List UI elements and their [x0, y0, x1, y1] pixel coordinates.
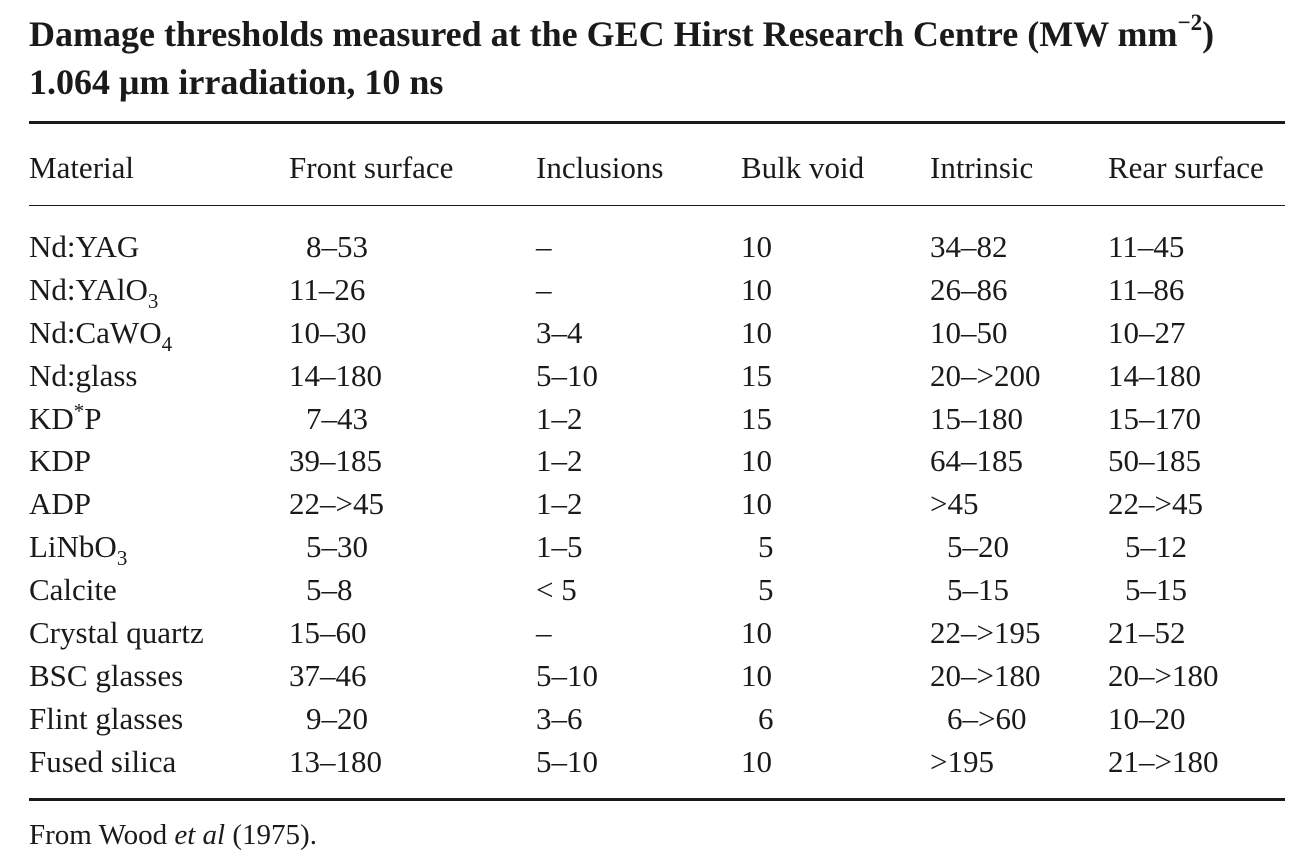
- table-row: [0, 269, 1295, 312]
- cell-bulk-void: 5: [758, 572, 774, 608]
- cell-rear-surface: 15–170: [1108, 400, 1201, 436]
- title-exponent: −2: [1177, 10, 1203, 35]
- header-bulk-void: Bulk void: [741, 150, 865, 185]
- cell-front-surface: 15–60: [289, 615, 367, 651]
- cell-intrinsic: >195: [930, 743, 994, 779]
- cell-rear-surface: 14–180: [1108, 357, 1201, 393]
- source-prefix: From Wood: [29, 819, 175, 851]
- cell-inclusions: 1–2: [536, 443, 583, 479]
- header-front-surface: Front surface: [289, 150, 454, 185]
- cell-material: Crystal quartz: [29, 615, 204, 651]
- title-text: Damage thresholds measured at the GEC Hirst Research Centre (MW mm: [29, 14, 1178, 54]
- cell-front-surface: 13–180: [289, 743, 382, 779]
- cell-material: Nd:glass: [29, 357, 138, 393]
- cell-material: Nd:YAlO$_3$: [29, 271, 159, 313]
- cell-intrinsic: 20–>200: [930, 357, 1041, 393]
- cell-intrinsic: 34–82: [930, 229, 1008, 264]
- cell-bulk-void: 5: [758, 529, 774, 565]
- cell-front-surface: 14–180: [289, 357, 382, 393]
- cell-bulk-void: 10: [741, 229, 772, 264]
- cell-front-surface: 9–20: [306, 700, 368, 736]
- cell-front-surface: 7–43: [306, 400, 368, 436]
- cell-bulk-void: 15: [741, 400, 772, 436]
- cell-rear-surface: 21–>180: [1108, 743, 1219, 779]
- table-row: [0, 226, 1295, 269]
- cell-intrinsic: 26–86: [930, 271, 1008, 307]
- cell-rear-surface: 11–45: [1108, 229, 1185, 264]
- cell-rear-surface: 22–>45: [1108, 486, 1203, 522]
- header-rule: [29, 205, 1285, 206]
- title-close-paren: ): [1202, 14, 1215, 54]
- table-row: [0, 741, 1295, 784]
- cell-material: ADP: [29, 486, 92, 522]
- cell-rear-surface: 10–20: [1108, 700, 1186, 736]
- cell-front-surface: 11–26: [289, 271, 366, 307]
- cell-inclusions: 5–10: [536, 357, 598, 393]
- table-row: [0, 440, 1295, 483]
- cell-intrinsic: 22–>195: [930, 615, 1041, 651]
- table-row: [0, 355, 1295, 398]
- cell-front-surface: 39–185: [289, 443, 382, 479]
- cell-intrinsic: 64–185: [930, 443, 1023, 479]
- table-row: [0, 526, 1295, 569]
- cell-inclusions: –: [536, 229, 552, 264]
- header-intrinsic: Intrinsic: [930, 150, 1034, 185]
- cell-inclusions: 1–5: [536, 529, 583, 565]
- cell-inclusions: 1–2: [536, 486, 583, 522]
- cell-material: Flint glasses: [29, 700, 184, 736]
- source-italic: et al: [174, 819, 226, 851]
- cell-front-surface: 8–53: [306, 229, 368, 264]
- table-row: [0, 483, 1295, 526]
- table-row: [0, 655, 1295, 698]
- cell-material: BSC glasses: [29, 657, 184, 693]
- cell-bulk-void: 6: [758, 700, 774, 736]
- cell-material: Nd:CaWO$_4$: [29, 314, 173, 356]
- source-suffix: (1975).: [225, 819, 317, 851]
- source-note: [29, 815, 317, 855]
- cell-rear-surface: 5–15: [1125, 572, 1187, 608]
- top-rule: [29, 121, 1285, 124]
- table-row: [0, 398, 1295, 441]
- cell-rear-surface: 21–52: [1108, 615, 1186, 651]
- cell-inclusions: –: [536, 615, 552, 651]
- cell-bulk-void: 15: [741, 357, 772, 393]
- cell-intrinsic: 10–50: [930, 314, 1008, 350]
- cell-front-surface: 5–30: [306, 529, 368, 565]
- title-line-1: [29, 10, 1291, 58]
- cell-intrinsic: 6–>60: [947, 700, 1027, 736]
- cell-front-surface: 22–>45: [289, 486, 384, 522]
- cell-inclusions: < 5: [536, 572, 577, 608]
- cell-bulk-void: 10: [741, 743, 772, 779]
- cell-bulk-void: 10: [741, 657, 772, 693]
- header-material: Material: [29, 150, 135, 185]
- cell-rear-surface: 10–27: [1108, 314, 1186, 350]
- cell-intrinsic: 5–20: [947, 529, 1009, 565]
- table-row: [0, 312, 1295, 355]
- cell-front-surface: 10–30: [289, 314, 367, 350]
- cell-intrinsic: 15–180: [930, 400, 1023, 436]
- cell-material: Fused silica: [29, 743, 177, 779]
- cell-material: KDP: [29, 443, 92, 479]
- table-body: [0, 226, 1295, 784]
- cell-front-surface: 5–8: [306, 572, 353, 608]
- cell-bulk-void: 10: [741, 271, 772, 307]
- cell-inclusions: 5–10: [536, 657, 598, 693]
- bottom-rule: [29, 798, 1285, 801]
- cell-rear-surface: 11–86: [1108, 271, 1185, 307]
- cell-rear-surface: 20–>180: [1108, 657, 1219, 693]
- cell-material: KD*P: [29, 398, 102, 436]
- table-row: [0, 612, 1295, 655]
- header-inclusions: Inclusions: [536, 150, 664, 185]
- cell-bulk-void: 10: [741, 314, 772, 350]
- table-row: [0, 569, 1295, 612]
- cell-intrinsic: 20–>180: [930, 657, 1041, 693]
- cell-inclusions: 5–10: [536, 743, 598, 779]
- cell-intrinsic: >45: [930, 486, 979, 522]
- cell-material: Nd:YAG: [29, 229, 140, 264]
- cell-inclusions: 3–4: [536, 314, 583, 350]
- cell-bulk-void: 10: [741, 615, 772, 651]
- cell-material: Calcite: [29, 572, 117, 608]
- cell-rear-surface: 5–12: [1125, 529, 1187, 565]
- cell-bulk-void: 10: [741, 443, 772, 479]
- cell-material: LiNbO$_3$: [29, 529, 128, 571]
- cell-inclusions: 3–6: [536, 700, 583, 736]
- cell-front-surface: 37–46: [289, 657, 367, 693]
- header-rear-surface: Rear surface: [1108, 150, 1264, 185]
- table-row: [0, 698, 1295, 741]
- table-title: [29, 10, 1291, 106]
- title-line-2: 1.064 μm irradiation, 10 ns: [29, 62, 444, 102]
- cell-rear-surface: 50–185: [1108, 443, 1201, 479]
- cell-bulk-void: 10: [741, 486, 772, 522]
- cell-inclusions: –: [536, 271, 552, 307]
- cell-intrinsic: 5–15: [947, 572, 1009, 608]
- cell-inclusions: 1–2: [536, 400, 583, 436]
